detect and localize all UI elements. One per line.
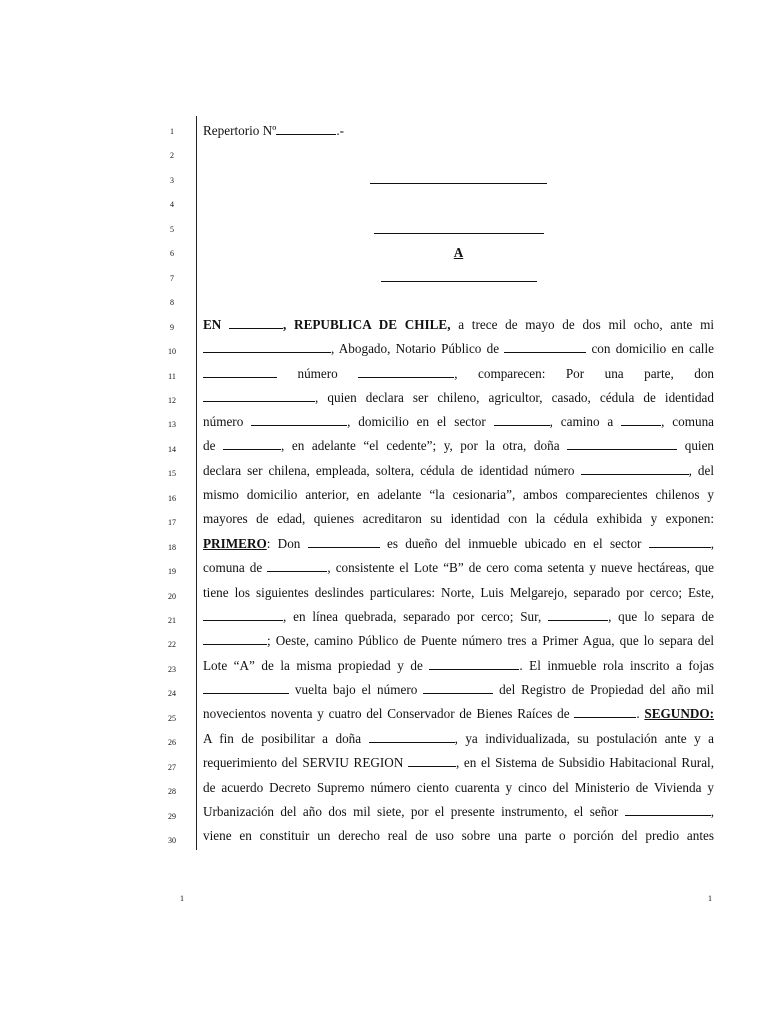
blank-field — [494, 414, 550, 426]
text-segment: del Registro de Propiedad del año mil — [499, 682, 715, 697]
text-segment: ; Oeste, camino Público de Puente número tres a Primer Agua, que lo separa del — [267, 633, 714, 648]
blank-field — [369, 731, 455, 743]
blank-field — [251, 414, 347, 426]
text-segment: comuna de — [203, 560, 263, 575]
line-number: 1 — [170, 127, 174, 136]
line-number: 16 — [168, 493, 176, 503]
line-number: 17 — [168, 518, 176, 528]
body-line-25 — [203, 706, 714, 722]
body-line-12 — [203, 390, 714, 406]
text-segment: , comparecen: Por una parte, don — [454, 366, 715, 381]
line-number: 9 — [170, 322, 174, 332]
text-segment: . El inmueble rola inscrito a fojas — [519, 658, 715, 673]
body-line-27 — [203, 755, 714, 771]
line-number: 7 — [170, 273, 174, 283]
en-label: EN — [203, 317, 222, 332]
line-number: 27 — [168, 762, 176, 772]
body-line-18 — [203, 536, 714, 552]
text-segment: Lote “A” de la misma propiedad y de — [203, 658, 423, 673]
text-segment: viene en constituir un derecho real de uso sobre una parte o porción del predio antes — [203, 828, 714, 843]
text-segment: quien — [684, 438, 715, 453]
text-segment: requerimiento del SERVIU REGION — [203, 755, 404, 770]
text-segment: de — [203, 438, 216, 453]
text-segment: , que lo separa de — [608, 609, 714, 624]
text-segment: mayores de edad, quienes acreditaron su identidad con la cédula exhibida y exponen: — [203, 511, 714, 526]
body-line-24 — [203, 682, 714, 698]
blank-field — [504, 341, 586, 353]
line-number: 18 — [168, 542, 176, 552]
body-line-19 — [203, 560, 714, 576]
text-segment: , en adelante “el cedente”; y, por la otra, doña — [281, 438, 560, 453]
blank-field — [203, 390, 315, 402]
title-blank-3 — [381, 281, 537, 282]
blank-field — [203, 366, 277, 378]
republica-label: , REPUBLICA DE CHILE, — [283, 317, 451, 332]
blank-field — [223, 438, 281, 450]
body-line-21 — [203, 609, 714, 625]
body-line-9 — [203, 317, 714, 333]
line-number: 4 — [170, 200, 174, 210]
center-a-line — [203, 245, 714, 261]
text-segment: a trece de mayo de dos mil ocho, ante mi — [458, 317, 715, 332]
text-segment: A fin de posibilitar a doña — [203, 731, 362, 746]
text-segment: número — [297, 366, 338, 381]
title-blank-1 — [370, 183, 547, 184]
line-number: 11 — [168, 371, 176, 381]
body-line-22 — [203, 633, 714, 649]
body-line-28 — [203, 780, 714, 796]
line-number: 26 — [168, 738, 176, 748]
body-line-11 — [203, 366, 714, 382]
blank-field — [429, 658, 519, 670]
body-line-26 — [203, 731, 714, 747]
line-number: 20 — [168, 591, 176, 601]
line-number: 30 — [168, 836, 176, 846]
text-segment: vuelta bajo el número — [294, 682, 418, 697]
footer-page-number-right: 1 — [708, 894, 712, 903]
blank-field — [621, 414, 661, 426]
line-number: 28 — [168, 787, 176, 797]
blank-field — [581, 463, 689, 475]
blank-field — [358, 366, 454, 378]
repertorio-tail: .- — [336, 123, 345, 138]
body-line-29 — [203, 804, 714, 820]
blank-field — [203, 633, 267, 645]
text-segment: : Don — [266, 536, 301, 551]
text-segment: , camino a — [549, 414, 614, 429]
text-segment: , consistente el Lote “B” de cero coma setenta y nueve hectáreas, que — [327, 560, 715, 575]
blank-field — [625, 804, 711, 816]
blank-field — [574, 706, 636, 718]
blank-field — [203, 341, 331, 353]
body-line-16 — [203, 487, 714, 503]
text-segment: , Abogado, Notario Público de — [331, 341, 500, 356]
margin-rule — [196, 116, 197, 850]
line-number: 25 — [168, 713, 176, 723]
text-segment: número — [203, 414, 244, 429]
footer-page-number-left: 1 — [180, 894, 184, 903]
text-segment: de acuerdo Decreto Supremo número ciento cuarenta y cinco del Ministerio de Vivienda y — [203, 780, 714, 795]
repertorio-line — [203, 123, 714, 139]
blank-field — [548, 609, 608, 621]
body-line-17 — [203, 511, 714, 527]
blank-field — [308, 536, 380, 548]
line-number: 21 — [168, 616, 176, 625]
blank-field — [267, 560, 327, 572]
text-segment: , del — [688, 463, 714, 478]
line-number: 8 — [170, 298, 174, 308]
blank-field — [423, 682, 493, 694]
text-segment: tiene los siguientes deslindes particulares: Norte, Luis Melgarejo, separado por cerco; Este, — [203, 585, 714, 600]
blank-field — [567, 438, 677, 450]
blank-field — [649, 536, 711, 548]
text-segment: , — [710, 804, 715, 819]
text-segment: , ya individualizada, su postulación ante y a — [454, 731, 715, 746]
text-segment: , domicilio en el sector — [347, 414, 486, 429]
body-line-20 — [203, 585, 714, 601]
text-segment: novecientos noventa y cuatro del Conservador de Bienes Raíces de — [203, 706, 570, 721]
text-segment: mismo domicilio anterior, en adelante “la cesionaria”, ambos comparecientes chilenos y — [203, 487, 714, 502]
line-number: 12 — [168, 395, 176, 405]
line-number: 19 — [168, 567, 176, 577]
line-number: 13 — [168, 420, 176, 430]
line-number: 15 — [168, 469, 176, 479]
text-segment: , en el Sistema de Subsidio Habitacional Rural, — [456, 755, 715, 770]
center-a: A — [453, 245, 464, 260]
body-line-14 — [203, 438, 714, 454]
text-segment: . — [636, 706, 640, 721]
title-blank-2 — [374, 233, 544, 234]
line-number: 24 — [168, 689, 176, 699]
body-line-30 — [203, 828, 714, 844]
body-line-10 — [203, 341, 714, 357]
blank-field — [408, 755, 456, 767]
line-number: 22 — [168, 640, 176, 650]
text-segment: , comuna — [661, 414, 715, 429]
line-number: 3 — [170, 175, 174, 185]
segundo-heading: SEGUNDO: — [644, 706, 715, 721]
text-segment: declara ser chilena, empleada, soltera, cédula de identidad número — [203, 463, 575, 478]
line-number: 14 — [168, 444, 176, 454]
text-segment: , en línea quebrada, separado por cerco; Sur, — [283, 609, 542, 624]
primero-heading: PRIMERO — [203, 536, 267, 551]
repertorio-label: Repertorio Nº — [203, 123, 277, 138]
body-line-15 — [203, 463, 714, 479]
blank-field — [203, 682, 289, 694]
blank-field — [276, 123, 336, 135]
blank-field — [229, 317, 283, 329]
text-segment: es dueño del inmueble ubicado en el sector — [386, 536, 642, 551]
line-number: 23 — [168, 664, 176, 674]
blank-field — [203, 609, 283, 621]
body-line-13 — [203, 414, 714, 430]
line-number: 6 — [170, 249, 174, 259]
line-number: 10 — [168, 347, 176, 357]
line-number: 29 — [168, 811, 176, 821]
text-segment: , quien declara ser chileno, agricultor, casado, cédula de identidad — [315, 390, 714, 405]
text-segment: con domicilio en calle — [591, 341, 714, 356]
body-line-23 — [203, 658, 714, 674]
line-number: 2 — [170, 151, 174, 161]
text-segment: Urbanización del año dos mil siete, por el presente instrumento, el señor — [203, 804, 619, 819]
line-number: 5 — [170, 224, 174, 234]
text-segment: , — [710, 536, 715, 551]
